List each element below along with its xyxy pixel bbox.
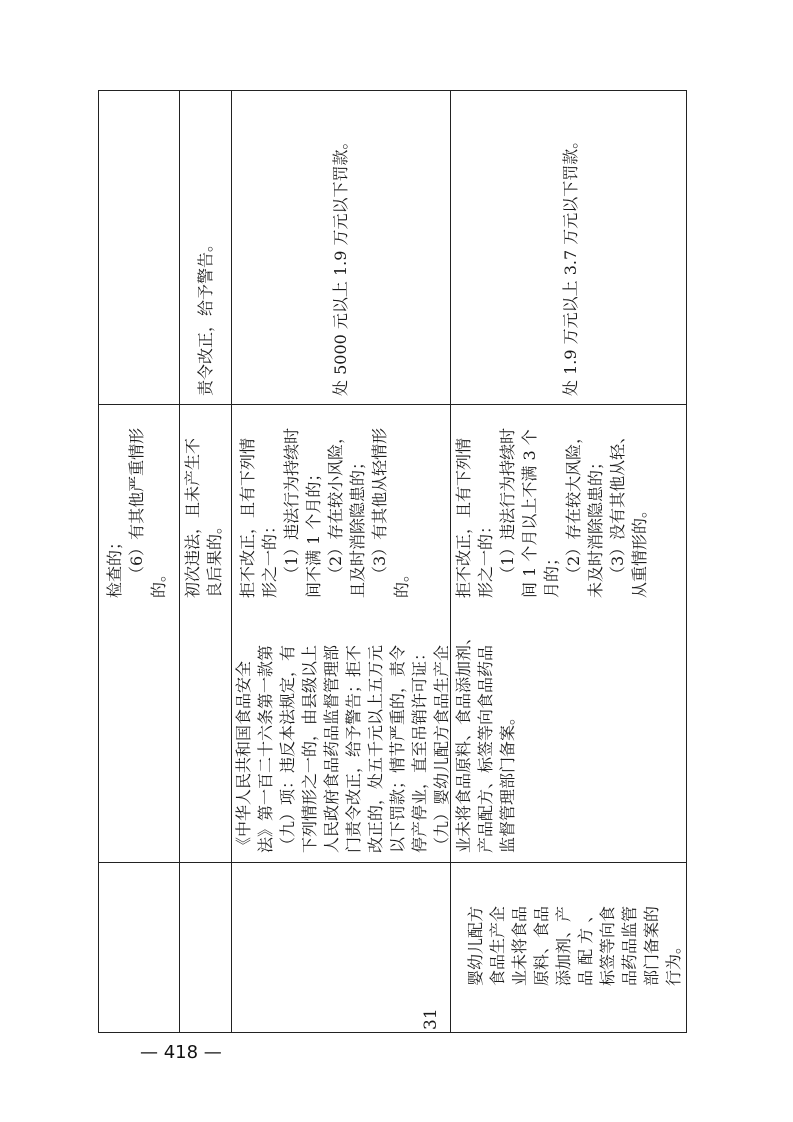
table-border-left bbox=[98, 90, 99, 1033]
col-divider-1 bbox=[179, 90, 180, 1033]
col-divider-3 bbox=[450, 90, 451, 1033]
table-border-top bbox=[98, 90, 687, 91]
row-divider-item bbox=[98, 862, 687, 863]
col-divider-2 bbox=[231, 90, 232, 1033]
row-divider-situation bbox=[98, 404, 687, 405]
table-border-bottom bbox=[98, 1032, 687, 1033]
table-border-right bbox=[686, 90, 687, 1033]
page-number: — 418 — bbox=[140, 1042, 222, 1063]
